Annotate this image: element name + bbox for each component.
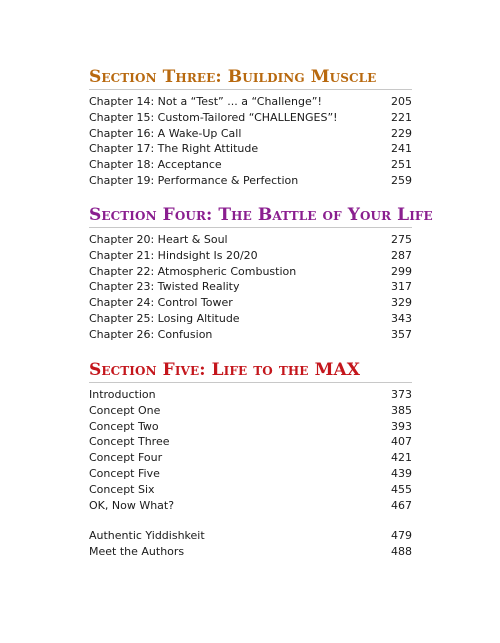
entry-title: Chapter 15: Custom-Tailored “CHALLENGES”! [89,110,338,124]
entry-page-number: 373 [391,388,412,401]
entry-page-number: 251 [391,158,412,172]
toc-entry[interactable] [89,264,412,280]
section-three [89,66,412,189]
toc-entry[interactable] [89,295,412,311]
toc-entry[interactable] [89,279,412,295]
entry-page-number: 343 [391,311,412,325]
entry-title: Chapter 18: Acceptance [89,158,222,172]
entry-page-number: 205 [391,95,412,108]
toc-entry[interactable] [89,419,412,435]
toc-entry[interactable] [89,311,412,327]
entry-page-number: 241 [391,142,412,156]
toc-entry[interactable] [89,327,412,343]
entry-title: Concept Four [89,451,163,465]
toc-entry[interactable] [89,434,412,450]
entry-list [89,232,412,343]
entry-gap [89,513,412,528]
entry-title: Chapter 24: Control Tower [89,296,233,310]
entry-list [89,387,412,560]
entry-page-number: 329 [391,296,412,310]
entry-page-number: 275 [391,233,412,246]
toc-entry[interactable] [89,498,412,514]
toc-entry[interactable] [89,482,412,498]
entry-title: Chapter 26: Confusion [89,327,213,341]
toc-entry[interactable] [89,141,412,157]
toc-entry[interactable] [89,466,412,482]
toc-entry[interactable] [89,126,412,142]
section-heading: Section Four: The Battle of Your Life [89,204,412,228]
entry-title: Meet the Authors [89,545,185,559]
entry-page-number: 317 [391,280,412,294]
entry-page-number: 357 [391,327,412,341]
entry-page-number: 407 [391,435,412,449]
entry-page-number: 287 [391,248,412,262]
entry-page-number: 229 [391,126,412,140]
entry-title: Concept Five [89,466,160,480]
entry-page-number: 467 [391,498,412,512]
toc-entry[interactable] [89,403,412,419]
entry-page-number: 455 [391,482,412,496]
entry-title: Chapter 23: Twisted Reality [89,280,240,294]
toc-entry[interactable] [89,450,412,466]
entry-page-number: 259 [391,173,412,187]
entry-page-number: 488 [391,545,412,559]
entry-title: Chapter 14: Not a “Test” ... a “Challenge”! [89,95,322,108]
toc-entry[interactable] [89,157,412,173]
toc-entry[interactable] [89,248,412,264]
entry-title: Chapter 22: Atmospheric Combustion [89,264,297,278]
section-four [89,204,433,343]
toc-entry[interactable] [89,94,412,110]
entry-title: Concept Three [89,435,170,449]
entry-title: Authentic Yiddishkeit [89,529,205,543]
toc-entry[interactable] [89,110,412,126]
toc-entry[interactable] [89,544,412,560]
entry-title: Chapter 21: Hindsight Is 20/20 [89,248,258,262]
entry-title: Chapter 20: Heart & Soul [89,233,228,246]
entry-title: Introduction [89,388,156,401]
toc-entry[interactable] [89,173,412,189]
section-five [89,359,412,560]
entry-page-number: 385 [391,403,412,417]
entry-page-number: 299 [391,264,412,278]
entry-page-number: 479 [391,529,412,543]
entry-page-number: 393 [391,419,412,433]
entry-title: Concept Six [89,482,155,496]
entry-title: Concept One [89,403,161,417]
entry-list [89,94,412,189]
entry-page-number: 439 [391,466,412,480]
entry-title: Concept Two [89,419,159,433]
toc-entry[interactable] [89,387,412,403]
entry-title: Chapter 25: Losing Altitude [89,311,240,325]
entry-title: Chapter 16: A Wake-Up Call [89,126,242,140]
section-heading: Section Five: Life to the MAX [89,359,412,383]
toc-entry[interactable] [89,528,412,544]
entry-title: Chapter 19: Performance & Perfection [89,173,299,187]
entry-title: Chapter 17: The Right Attitude [89,142,259,156]
section-heading: Section Three: Building Muscle [89,66,412,90]
entry-title: OK, Now What? [89,498,175,512]
entry-page-number: 421 [391,451,412,465]
toc-entry[interactable] [89,232,412,248]
entry-page-number: 221 [391,110,412,124]
